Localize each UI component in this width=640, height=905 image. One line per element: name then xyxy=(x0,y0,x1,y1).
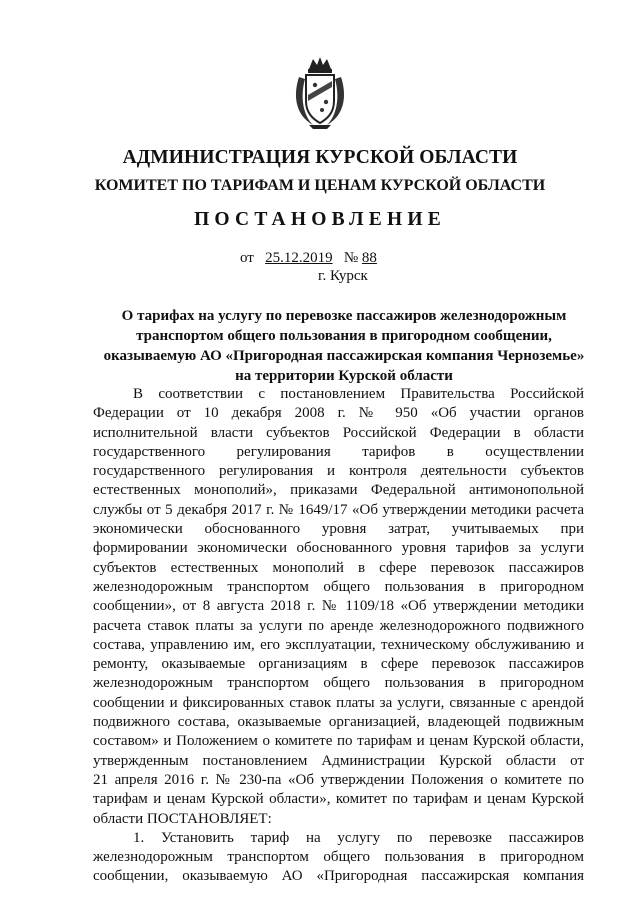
date-prefix: от xyxy=(240,250,254,266)
body-line: области ПОСТАНОВЛЯЕТ: xyxy=(93,810,272,827)
title-line: О тарифах на услугу по перевозке пассажиров железнодорожным xyxy=(121,308,567,324)
title-line: транспортом общего пользования в пригородном сообщении, xyxy=(136,328,552,344)
body-line: железнодорожным транспортом общего пользования в пригородном xyxy=(93,675,584,692)
document-type: ПОСТАНОВЛЕНИЕ xyxy=(194,209,446,230)
document-number: 88 xyxy=(361,250,377,266)
body-line: состава, управлению им, его эксплуатации, техническому обслуживанию и xyxy=(93,636,584,653)
kursk-coat-of-arms-icon xyxy=(291,55,349,130)
body-line: государственного регулирования тарифов в осуществлении xyxy=(93,443,584,460)
body-line: формировании экономически обоснованного уровня тарифов за услуги xyxy=(93,540,584,557)
body-line: 1. Установить тариф на услугу по перевозке пассажиров xyxy=(133,829,584,846)
body-line: субъектов естественных монополий в сфере перевозок пассажиров xyxy=(93,559,584,576)
body-line: составом» и Положением о комитете по тарифам и ценам Курской области, xyxy=(93,733,584,750)
org-name: АДМИНИСТРАЦИЯ КУРСКОЙ ОБЛАСТИ xyxy=(122,147,518,168)
title-line: на территории Курской области xyxy=(235,368,453,384)
body-line: тарифам и ценам Курской области», комитет по тарифам и ценам Курской xyxy=(93,791,584,808)
body-line: 21 апреля 2016 г. № 230-па «Об утверждении Положения о комитете по xyxy=(93,771,584,788)
body-line: ремонту, оказываемые организациям в сфере перевозок пассажиров xyxy=(93,656,584,673)
body-line: железнодорожным транспортом общего пользования в пригородном xyxy=(93,849,584,866)
body-line: В соответствии с постановлением Правительства Российской xyxy=(133,386,584,402)
document-date: 25.12.2019 xyxy=(265,250,333,266)
body-line: подвижного состава, оказываемые организацией, владеющей подвижным xyxy=(93,714,584,731)
body-line: расчета ставок платы за услуги по аренде железнодорожного подвижного xyxy=(93,617,584,634)
body-line: железнодорожным транспортом общего пользования в пригородном xyxy=(93,578,584,595)
body-line: исполнительной власти субъектов Российской Федерации в области xyxy=(93,424,584,441)
body-line: экономически обоснованного уровня затрат, учитываемых при xyxy=(93,521,584,538)
document-body xyxy=(93,385,584,887)
body-line: сообщении, оказываемую АО «Пригородная пассажирская компания xyxy=(93,868,584,885)
body-line: сообщении и фиксированных ставок платы за услуги, связанные с арендой xyxy=(93,694,584,711)
body-line: Федерации от 10 декабря 2008 г. № 950 «Об участии органов xyxy=(93,405,584,422)
body-line: сообщении», от 8 августа 2018 г. № 1109/18 «Об утверждении методики xyxy=(93,598,584,615)
document-title xyxy=(96,306,592,386)
title-line: оказываемую АО «Пригородная пассажирская компания Черноземье» xyxy=(103,348,585,364)
number-prefix: № xyxy=(343,250,359,266)
body-line: утвержденным постановлением Администрации Курской области от xyxy=(93,752,584,769)
committee-name: КОМИТЕТ ПО ТАРИФАМ И ЦЕНАМ КУРСКОЙ ОБЛАСТИ xyxy=(94,177,546,194)
body-line: естественных монополий», приказами Федеральной антимонопольной xyxy=(93,482,584,499)
body-line: службы от 5 декабря 2017 г. № 1649/17 «Об утверждении методики расчета xyxy=(93,501,584,518)
body-line: государственного регулирования и контроля деятельности субъектов xyxy=(93,463,584,480)
city: г. Курск xyxy=(318,268,368,284)
date-line xyxy=(240,250,377,267)
